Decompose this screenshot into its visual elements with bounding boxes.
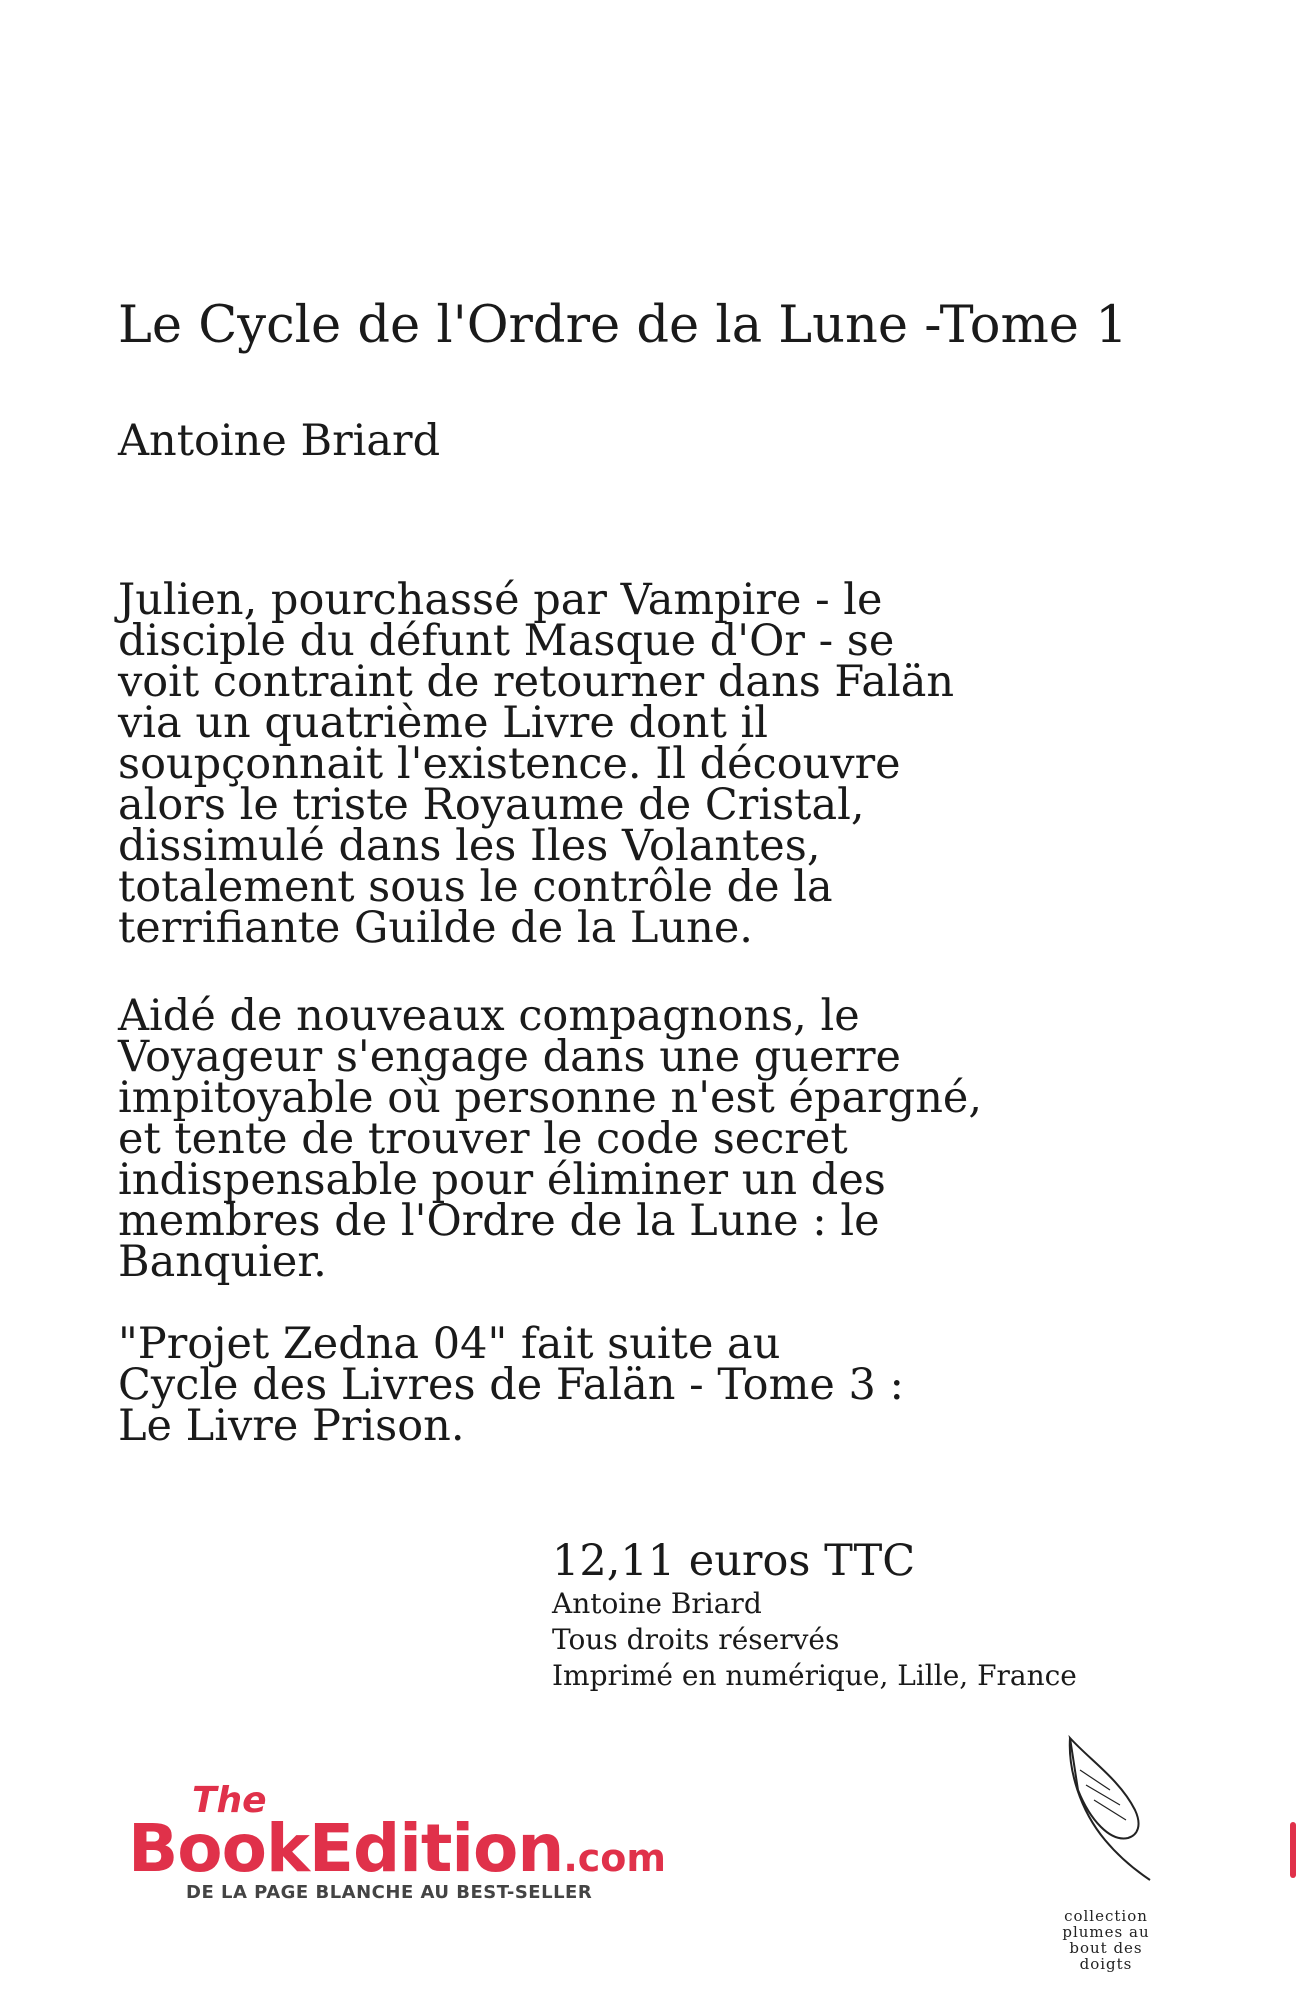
summary-line: totalement sous le contrôle de la xyxy=(118,862,833,912)
book-title: Le Cycle de l'Ordre de la Lune -Tome 1 xyxy=(118,296,1128,355)
logo-name: BookEdition xyxy=(128,1810,564,1887)
summary-line: dissimulé dans les Iles Volantes, xyxy=(118,821,821,871)
summary-line: Julien, pourchassé par Vampire - le xyxy=(118,575,883,625)
logo-the: The xyxy=(192,1780,267,1821)
summary-paragraph-1 xyxy=(118,575,1078,953)
summary-line: soupçonnait l'existence. Il découvre xyxy=(118,739,901,789)
summary-line: "Projet Zedna 04" fait suite au xyxy=(118,1319,781,1369)
summary-line: Banquier. xyxy=(118,1237,327,1287)
collection-label xyxy=(1046,1908,1166,1972)
summary-paragraph-3 xyxy=(118,1319,1078,1451)
summary-line: voit contraint de retourner dans Falän xyxy=(118,657,955,707)
summary-line: Le Livre Prison. xyxy=(118,1401,465,1451)
collection-line: bout des xyxy=(1069,1939,1143,1957)
summary-paragraph-2 xyxy=(118,991,1078,1287)
print-location: Imprimé en numérique, Lille, France xyxy=(552,1659,1077,1692)
summary-line: et tente de trouver le code secret xyxy=(118,1114,848,1164)
rights-notice: Tous droits réservés xyxy=(552,1623,840,1656)
publisher-tagline: DE LA PAGE BLANCHE AU BEST-SELLER xyxy=(186,1882,593,1903)
logo-wordmark xyxy=(128,1810,666,1887)
copyright-author: Antoine Briard xyxy=(552,1587,762,1620)
price: 12,11 euros TTC xyxy=(552,1536,916,1586)
summary-line: impitoyable où personne n'est épargné, xyxy=(118,1073,983,1123)
book-author: Antoine Briard xyxy=(118,416,441,466)
publisher-logo xyxy=(128,1780,708,1903)
summary-line: via un quatrième Livre dont il xyxy=(118,698,769,748)
logo-domain: .com xyxy=(563,1836,667,1880)
summary-line: membres de l'Ordre de la Lune : le xyxy=(118,1196,880,1246)
quill-icon xyxy=(1050,1730,1160,1890)
summary-line: disciple du défunt Masque d'Or - se xyxy=(118,616,895,666)
summary-line: terrifiante Guilde de la Lune. xyxy=(118,903,753,953)
edge-mark xyxy=(1290,1822,1296,1878)
summary-line: indispensable pour éliminer un des xyxy=(118,1155,886,1205)
summary-line: Aidé de nouveaux compagnons, le xyxy=(118,991,860,1041)
collection-line: plumes au xyxy=(1062,1923,1150,1941)
summary-line: Voyageur s'engage dans une guerre xyxy=(118,1032,901,1082)
collection-line: collection xyxy=(1064,1907,1148,1925)
collection-line: doigts xyxy=(1079,1955,1133,1973)
summary-line: Cycle des Livres de Falän - Tome 3 : xyxy=(118,1360,904,1410)
summary-line: alors le triste Royaume de Cristal, xyxy=(118,780,865,830)
